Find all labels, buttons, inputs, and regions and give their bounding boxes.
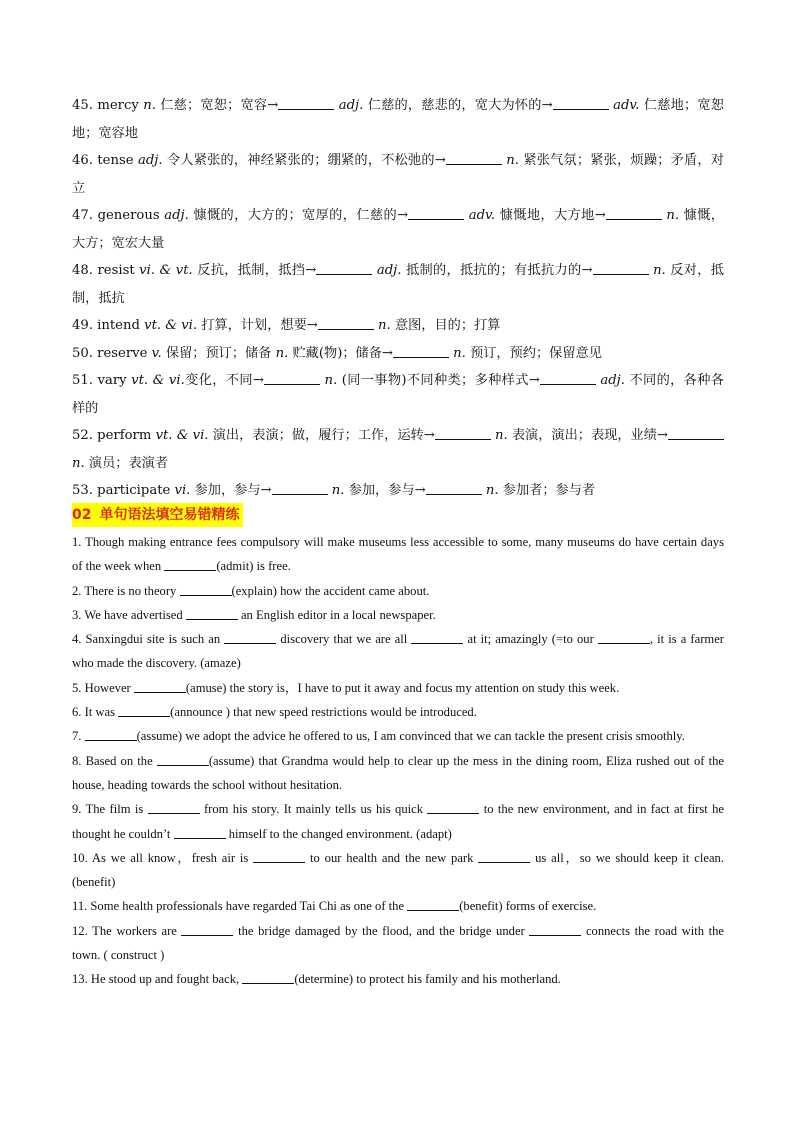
vocab-list (72, 92, 724, 505)
blank[interactable] (593, 262, 649, 275)
exercise-3: 3. We have advertised an English editor in a local newspaper. (72, 607, 436, 622)
vocab-item-49: 49. intend vt. & vi. 打算，计划，想要→ n. 意图，目的；打算 (72, 318, 501, 333)
blank[interactable] (316, 262, 372, 275)
blank[interactable] (407, 898, 459, 911)
exercise-11: 11. Some health professionals have regarded Tai Chi as one of the (benefit) forms of exercise. (72, 899, 597, 914)
blank[interactable] (446, 152, 502, 165)
exercise-8: 8. Based on the (assume) that Grandma would help to clear up the mess in the dining room, Eliza rushed out of the house, heading towards the school without hesitation. (72, 753, 725, 792)
blank[interactable] (148, 801, 200, 814)
vocab-item-53: 53. participate vi. 参加，参与→ n. 参加，参与→ n. 参加者；参与者 (72, 483, 596, 498)
exercise-5: 5. However (amuse) the story is，I have to put it away and focus my attention on study this week. (72, 680, 620, 695)
section-number: 02 (72, 507, 92, 523)
section-title: 单句语法填空易错精练 (99, 507, 240, 523)
blank[interactable] (427, 801, 479, 814)
blank[interactable] (435, 427, 491, 440)
blank[interactable] (411, 631, 463, 644)
blank[interactable] (242, 971, 294, 984)
blank[interactable] (606, 207, 662, 220)
exercise-list (72, 530, 724, 992)
blank[interactable] (540, 372, 596, 385)
vocab-item-46: 46. tense adj. 令人紧张的，神经紧张的；绷紧的，不松弛的→ n. 紧张气氛；紧张，烦躁；矛盾，对立 (72, 153, 724, 196)
blank[interactable] (553, 97, 609, 110)
blank[interactable] (224, 631, 276, 644)
blank[interactable] (180, 583, 232, 596)
blank[interactable] (264, 372, 320, 385)
blank[interactable] (529, 923, 581, 936)
blank[interactable] (393, 345, 449, 358)
exercise-7: 7. (assume) we adopt the advice he offered to us, I am convinced that we can tackle the present crisis smoothly. (72, 729, 685, 744)
vocab-item-50: 50. reserve v. 保留；预订；储备 n. 贮藏(物)；储备→ n. 预订，预约；保留意见 (72, 345, 602, 361)
blank[interactable] (118, 704, 170, 717)
blank[interactable] (408, 207, 464, 220)
blank[interactable] (318, 317, 374, 330)
exercise-1: 1. Though making entrance fees compulsory will make museums less accessible to some, many museums do have certain days of the week when (admit) is free. (72, 535, 724, 574)
blank[interactable] (253, 850, 305, 863)
blank[interactable] (134, 680, 186, 693)
blank[interactable] (85, 728, 137, 741)
vocab-item-48: 48. resist vi. & vt. 反抗，抵制，抵挡→ adj. 抵制的，抵抗的；有抵抗力的→ n. 反对，抵制，抵抗 (72, 263, 724, 306)
blank[interactable] (598, 631, 650, 644)
exercise-13: 13. He stood up and fought back, (determine) to protect his family and his motherland. (72, 972, 561, 987)
section-heading (72, 503, 243, 527)
exercise-6: 6. It was (announce ) that new speed restrictions would be introduced. (72, 705, 477, 720)
blank[interactable] (478, 850, 530, 863)
blank[interactable] (668, 427, 724, 440)
vocab-item-52: 52. perform vt. & vi. 演出，表演；做，履行；工作，运转→ n. 表演，演出；表现，业绩→ n. 演员；表演者 (72, 422, 724, 477)
blank[interactable] (278, 97, 334, 110)
blank[interactable] (272, 482, 328, 495)
vocab-item-47: 47. generous adj. 慷慨的，大方的；宽厚的，仁慈的→ adv. 慷慨地，大方地→ n. 慷慨，大方；宽宏大量 (72, 208, 724, 251)
exercise-9: 9. The film is from his story. It mainly tells us his quick to the new environment, and in fact at first he thought he couldn’t himself to the changed environment. (adapt) (72, 802, 725, 841)
vocab-item-45: 45. mercy n. 仁慈；宽恕；宽容→ adj. 仁慈的，慈悲的，宽大为怀的→ adv. 仁慈地；宽恕地；宽容地 (72, 98, 724, 141)
blank[interactable] (157, 753, 209, 766)
blank[interactable] (186, 607, 238, 620)
blank[interactable] (164, 558, 216, 571)
exercise-10: 10. As we all know，fresh air is to our health and the new park us all，so we should keep it clean. (benefit) (72, 850, 724, 890)
vocab-item-51: 51. vary vt. & vi.变化，不同→ n. (同一事物)不同种类；多种样式→ adj. 不同的，各种各样的 (72, 373, 724, 416)
exercise-12: 12. The workers are the bridge damaged by the flood, and the bridge under connects the road with the town. ( construct ) (72, 923, 724, 963)
blank[interactable] (174, 826, 226, 839)
blank[interactable] (426, 482, 482, 495)
blank[interactable] (181, 923, 233, 936)
exercise-4: 4. Sanxingdui site is such an discovery that we are all at it; amazingly (=to our , it is a farmer who made the discovery. (amaze) (72, 632, 724, 671)
exercise-2: 2. There is no theory (explain) how the accident came about. (72, 583, 430, 598)
